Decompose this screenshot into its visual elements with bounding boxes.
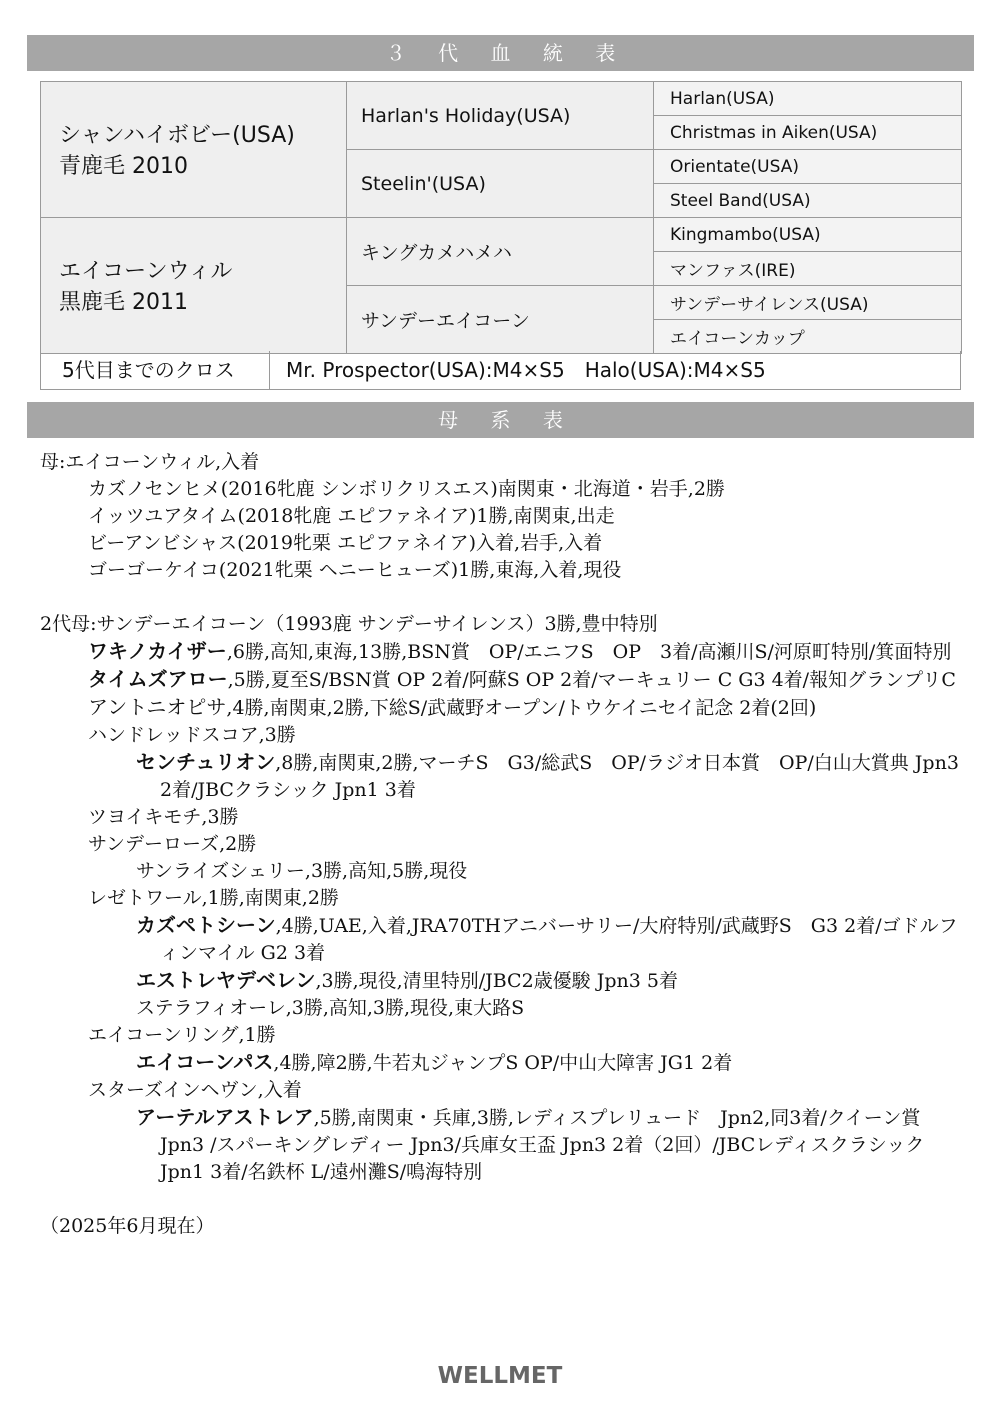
dam-name: エイコーンウィル [59,258,233,284]
entry-centurion [40,749,964,804]
entry-acornpath [40,1049,964,1077]
sire-sire: Harlan's Holiday(USA) [347,82,654,150]
pedigree-table [40,81,962,354]
entry-sunrise: サンライズシェリー,3勝,高知,5勝,現役 [136,860,468,882]
entry-tsuyoi: ツヨイキモチ,3勝 [88,806,239,828]
sire-sire-sire: Harlan(USA) [654,82,962,116]
as-of-note: （2025年6月現在） [40,1215,215,1237]
wellmet-logo: WELLMET [437,1363,563,1389]
entry-kazupetit [40,912,964,967]
cross-label: 5代目までのクロス [41,351,270,389]
dam-offspring-4: ゴーゴーケイコ(2021牝栗 ヘニーヒューズ)1勝,東海,入着,現役 [88,559,622,581]
inbreeding-cross-row [40,351,961,390]
sire-cell [41,82,347,218]
sire-name: シャンハイボビー(USA) [59,122,295,148]
entry-starsin: スターズインヘヴン,入着 [88,1079,302,1101]
entry-antonio [40,694,964,722]
horse-name: ワキノカイザー [88,639,227,663]
sire-sire-dam: Christmas in Aiken(USA) [654,116,962,150]
sire-dam-sire: Orientate(USA) [654,150,962,184]
dam-dam-dam: エイコーンカップ [654,320,962,354]
dam-cell [41,218,347,354]
cross-value: Mr. Prospector(USA):M4×S5 Halo(USA):M4×S5 [286,358,766,382]
horse-record: ,5勝,夏至S/BSN賞 OP 2着/阿蘇S OP 2着/マーキュリー C G3 4着/報知グランプリC [227,669,956,691]
dam-offspring-1: カズノセンヒメ(2016牝鹿 シンボリクリスエス)南関東・北海道・岩手,2勝 [88,478,725,500]
entry-stella: ステラフィオーレ,3勝,高知,3勝,現役,東大路S [136,997,525,1019]
entry-sundayroses: サンデーローズ,2勝 [88,833,257,855]
horse-record: ,3勝,現役,清里特別/JBC2歳優駿 Jpn3 5着 [315,970,678,992]
horse-record: ,4勝,障2勝,牛若丸ジャンプS OP/中山大障害 JG1 2着 [273,1052,733,1074]
entry-hundred: ハンドレッドスコア,3勝 [88,724,296,746]
horse-name: アントニオピサ [88,695,227,719]
dam-info: 黒鹿毛 2011 [59,289,188,315]
horse-record: ,6勝,高知,東海,13勝,BSN賞 OP/エニフS OP 3着/高瀬川S/河原町特別/箕面特別 [226,641,952,663]
dam-sire: キングカメハメハ [347,218,654,286]
dam-sire-dam: マンファス(IRE) [654,252,962,286]
sire-info: 青鹿毛 2010 [59,153,188,179]
horse-record: ,5勝,南関東・兵庫,3勝,レディスプレリュード Jpn2,同3着/クイーン賞 Jpn3 /スパーキングレディー Jpn3/兵庫女王盃 Jpn3 2着（2回）/JBCレディスクラシック Jpn1 3着/名鉄杯 L/遠州灘S/鳴海特別 [160,1107,925,1183]
entry-acornring: エイコーンリング,1勝 [88,1024,276,1046]
dam-dam: サンデーエイコーン [347,286,654,354]
horse-name: エストレヤデベレン [136,968,316,992]
entry-rezet: レゼトワール,1勝,南関東,2勝 [88,887,339,909]
entry-wakino [40,638,964,666]
horse-name: アーテルアストレア [136,1105,314,1129]
family-record [40,449,964,1240]
family-section-header: 母 系 表 [27,402,974,438]
horse-record: ,4勝,UAE,入着,JRA70THアニバーサリー/大府特別/武蔵野S G3 2着/ゴドルフィンマイル G2 3着 [160,915,958,964]
dam-line: 母:エイコーンウィル,入着 [40,451,260,473]
horse-name: タイムズアロー [88,667,228,691]
entry-timesarrow [40,666,964,694]
dam-offspring-2: イッツユアタイム(2018牝鹿 エピファネイア)1勝,南関東,出走 [88,505,615,527]
dam-sire-sire: Kingmambo(USA) [654,218,962,252]
dam-offspring-3: ビーアンビシャス(2019牝栗 エピファネイア)入着,岩手,入着 [88,532,603,554]
horse-record: ,8勝,南関東,2勝,マーチS G3/総武S OP/ラジオ日本賞 OP/白山大賞典 Jpn3 2着/JBCクラシック Jpn1 3着 [160,752,959,801]
horse-name: センチュリオン [136,750,276,774]
granddam-line: 2代母:サンデーエイコーン（1993鹿 サンデーサイレンス）3勝,豊中特別 [40,613,658,635]
sire-dam-dam: Steel Band(USA) [654,184,962,218]
horse-record: ,4勝,南関東,2勝,下総S/武蔵野オープン/トウケイニセイ記念 2着(2回) [226,697,817,719]
sire-dam: Steelin'(USA) [347,150,654,218]
horse-name: エイコーンパス [136,1050,274,1074]
pedigree-section-header: ３ 代 血 統 表 [27,35,974,71]
dam-dam-sire: サンデーサイレンス(USA) [654,286,962,320]
entry-estrella [40,967,964,995]
horse-name: カズペトシーン [136,913,276,937]
entry-arteru [40,1104,964,1186]
